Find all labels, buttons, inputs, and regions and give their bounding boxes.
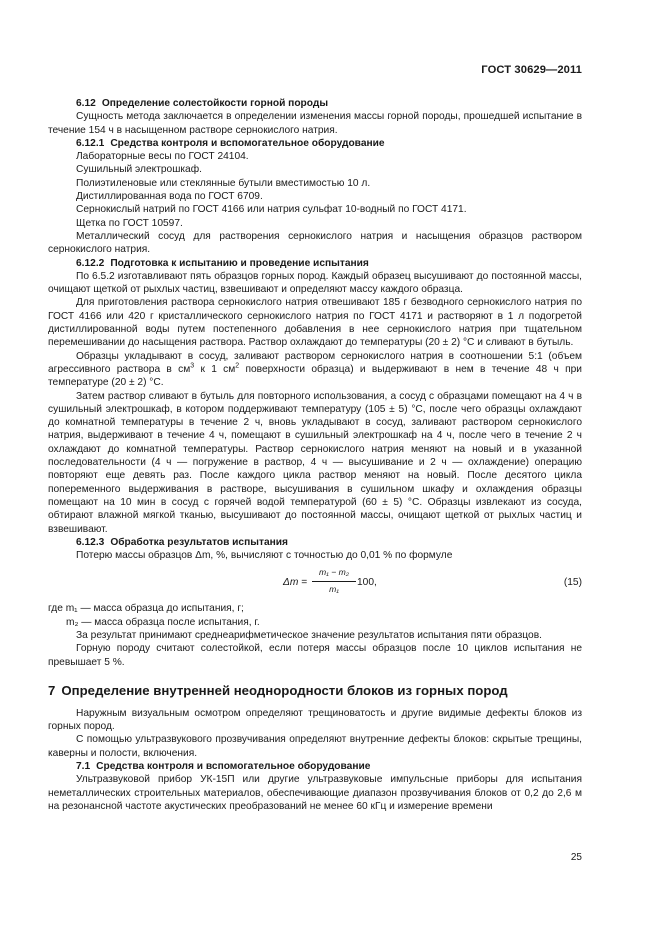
equipment-item: Дистиллированная вода по ГОСТ 6709. xyxy=(76,191,263,203)
subsection-title: Средства контроля и вспомогательное оборудование xyxy=(110,137,385,149)
formula-lhs: Δm = xyxy=(283,577,308,589)
subsection-6-12-3-heading xyxy=(48,536,582,549)
subsection-number: 6.12.2 xyxy=(76,257,105,269)
fraction-bar xyxy=(312,581,356,582)
standard-header: ГОСТ 30629—2011 xyxy=(481,64,582,76)
superscript: 3 xyxy=(190,362,195,370)
paragraph: Сущность метода заключается в определении изменения массы горной породы, прошедшей испытание в течение 154 ч в насыщенном растворе сернокислого натрия. xyxy=(48,111,582,136)
text-run: Образцы укладывают в сосуд, заливают раствором сернокислого натрия в соотношении 5:1 (объем агрессивного раствора в см xyxy=(48,350,582,375)
section-7-heading xyxy=(48,683,582,699)
section-number: 6.12 xyxy=(76,98,96,109)
formula-fraction xyxy=(312,566,356,596)
page-content xyxy=(48,97,582,813)
equipment-item: Сушильный электрошкаф. xyxy=(76,164,202,176)
equipment-item: Полиэтиленовые или стеклянные бутыли вместимостью 10 л. xyxy=(76,177,371,189)
paragraph: Для приготовления раствора сернокислого натрия отвешивают 185 г безводного сернокислого натрия по ГОСТ 4166 или 420 г кристаллического сернокислого натрия по ГОСТ 4171 и растворяют в 1 л подогретой дистиллированной воды путем постепенного добавления в нее сернокислого натрия при тщательном перемешивании до насыщения раствора. Раствор охлаждают до температуры (20 ± 2) °С и сливают в бутыль. xyxy=(48,297,582,349)
section-number: 7 xyxy=(48,682,56,698)
paragraph: Ультразвуковой прибор УК-15П или другие ультразвуковые импульсные приборы для испытания неметаллических строительных материалов, обеспечивающие диапазон прозвучивания блоков от 0,2 до 2,6 м на резонансной частоте акустических преобразований не менее 60 кГц и измерение времени xyxy=(48,774,582,812)
section-title: Определение внутренней неоднородности блоков из горных пород xyxy=(61,682,508,698)
subsection-title: Подготовка к испытанию и проведение испытания xyxy=(110,257,369,269)
paragraph: По 6.5.2 изготавливают пять образцов горных пород. Каждый образец высушивают до постоянной массы, очищают щеткой от рыхлых частиц, взвешивают и определяют массу каждого образца. xyxy=(48,270,582,296)
paragraph: Горную породу считают солестойкой, если потеря массы образцов после 10 циклов испытания не превышает 5 %. xyxy=(48,643,582,668)
text-run: к 1 см xyxy=(194,363,236,375)
subsection-number: 7.1 xyxy=(76,761,91,773)
equipment-item: Лабораторные весы по ГОСТ 24104. xyxy=(76,151,249,163)
subsection-6-12-2-heading xyxy=(48,257,582,270)
subsection-title: Средства контроля и вспомогательное оборудование xyxy=(96,761,371,773)
superscript: 2 xyxy=(235,362,240,370)
subsection-7-1-heading xyxy=(48,760,582,773)
where-m1: где m₁ — масса образца до испытания, г; xyxy=(48,603,244,615)
page-number: 25 xyxy=(570,852,582,863)
section-title: Определение солестойкости горной породы xyxy=(101,98,329,109)
formula-number: (15) xyxy=(563,577,582,589)
paragraph: Потерю массы образцов Δm, %, вычисляют с точностью до 0,01 % по формуле xyxy=(76,550,453,562)
paragraph: За результат принимают среднеарифметическое значение результатов испытания пяти образцов. xyxy=(76,629,542,641)
paragraph: Затем раствор сливают в бутыль для повторного использования, а сосуд с образцами помещают на 4 ч в сушильный электрошкаф, в котором поддерживают температуру (105 ± 5) °С, после чего образцы охлаждают до комнатной температуры в течение 2 ч, вновь укладывают в сосуд, заливают раствором сернокислого натрия, выдерживают в течение 4 ч, помещают в сушильный электрошкаф на 4 ч, после чего в течение 2 ч охлаждают до комнатной температуры. Раствор сернокислого натрия меняют на новый и в указанной последовательности (4 ч — погружение в раствор, 4 ч — высушивание и 2 ч — охлаждение) операцию повторяют еще девять раз. После каждого цикла раствор меняют на новый. После десятого цикла попеременного выдерживания в растворе, высушивания в сушильном шкафу и охлаждения образцы помещают на 10 мин в сосуд с горячей водой температурой (60 ± 5) °С. Образцы извлекают из сосуда, обтирают влажной мягкой тканью, высушивают до постоянной массы, очищают щеткой от рыхлых частиц и взвешивают. xyxy=(48,390,582,535)
equipment-item: Щетка по ГОСТ 10597. xyxy=(76,217,183,229)
subsection-number: 6.12.3 xyxy=(76,536,105,548)
subsection-number: 6.12.1 xyxy=(76,137,105,149)
paragraph: Наружным визуальным осмотром определяют трещиноватость и другие видимые дефекты блоков из горных пород. xyxy=(48,707,582,733)
formula-15 xyxy=(48,566,582,602)
formula-multiplier: 100, xyxy=(357,577,377,589)
paragraph: С помощью ультразвукового прозвучивания определяют внутренние дефекты блоков: скрытые трещины, каверны и полости, включения. xyxy=(48,734,582,759)
section-6-12-heading xyxy=(48,97,582,110)
formula-numerator: m₁ − m₂ xyxy=(318,567,350,578)
formula-denominator: m₁ xyxy=(329,583,339,594)
equipment-item: Сернокислый натрий по ГОСТ 4166 или натрия сульфат 10-водный по ГОСТ 4171. xyxy=(76,204,467,216)
equipment-item: Металлический сосуд для растворения сернокислого натрия и насыщения образцов раствором сернокислого натрия. xyxy=(48,230,582,256)
subsection-title: Обработка результатов испытания xyxy=(110,536,288,548)
subsection-6-12-1-heading xyxy=(48,137,582,150)
text-run: поверхности образца) и выдерживают в нем в течение 48 ч при температуре (20 ± 2) °С. xyxy=(48,363,583,389)
paragraph xyxy=(48,350,582,390)
where-m2: m₂ — масса образца после испытания, г. xyxy=(66,616,260,628)
